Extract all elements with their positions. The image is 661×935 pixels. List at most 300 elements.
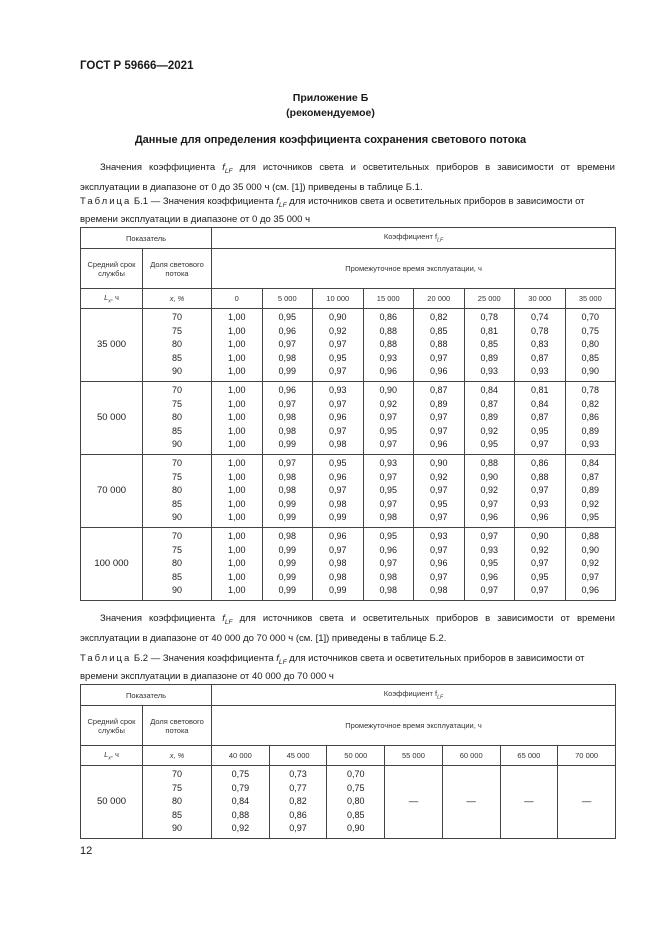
header-hours: 0	[212, 289, 263, 309]
flux-share-value: 85	[172, 571, 183, 582]
coefficient-value: 0,99	[278, 558, 297, 569]
flux-share-cell	[143, 381, 212, 454]
coefficient-value: 0,97	[430, 512, 448, 523]
header-hours: 45 000	[269, 746, 327, 766]
coefficient-cell	[262, 309, 313, 382]
coefficient-value: 1,00	[228, 498, 246, 509]
coefficient-cell	[464, 381, 515, 454]
coefficient-cell	[313, 454, 364, 527]
coefficient-value: 0,90	[430, 457, 448, 468]
header-hours: 20 000	[414, 289, 465, 309]
coefficient-value: 0,92	[581, 558, 600, 569]
coefficient-value: 0,75	[231, 769, 250, 779]
table-row	[81, 527, 616, 600]
coefficient-value: 0,84	[581, 457, 600, 468]
coefficient-cell	[515, 527, 566, 600]
coef-symbol: f	[222, 162, 225, 173]
caption-label: Таблица	[80, 653, 132, 664]
coefficient-value: 0,98	[329, 571, 347, 582]
header-row	[81, 228, 616, 249]
coefficient-value: 0,98	[278, 352, 297, 363]
coefficient-cell	[262, 454, 313, 527]
coefficient-value: 0,95	[379, 530, 398, 541]
coefficient-value: 0,93	[581, 439, 600, 450]
coefficient-value: 1,00	[228, 544, 246, 555]
coefficient-cell	[262, 381, 313, 454]
coefficient-value: 1,00	[228, 412, 246, 423]
coefficient-value: 0,93	[480, 544, 499, 555]
coefficient-value: 0,95	[531, 425, 549, 436]
coefficient-value: 0,96	[278, 325, 297, 336]
coefficient-value: 0,92	[480, 425, 499, 436]
coefficient-value: 0,75	[581, 325, 600, 336]
coefficient-cell	[212, 381, 263, 454]
header-indicator: Показатель	[81, 228, 212, 249]
paragraph-text: для источников света и осветительных приборов в зависимости от времени эксплуатации в диапазоне от 40 000 до 70 000 ч (см. [1]) приведены в таблице Б.2.	[80, 613, 615, 644]
coefficient-cell	[363, 309, 414, 382]
flux-share-cell	[143, 527, 212, 600]
coefficient-value: 0,97	[480, 585, 499, 596]
header-x-text: x, %	[169, 294, 185, 303]
header-flux-share: Доля светового потока	[143, 249, 212, 289]
paragraph-text: для источников света и осветительных приборов в зависимости от времени эксплуатации в диапазоне от 0 до 35 000 ч (см. [1]) приведены в таблице Б.1.	[80, 162, 615, 193]
coefficient-value: 0,95	[581, 512, 600, 523]
coefficient-value: 0,97	[430, 425, 448, 436]
service-life-cell: 50 000	[81, 381, 143, 454]
coefficient-value: 0,80	[581, 339, 600, 350]
header-coef-text: Коэффициент f	[383, 689, 438, 699]
coefficient-value: 0,88	[430, 339, 448, 350]
coefficient-value: 0,84	[531, 398, 549, 409]
header-hours: 30 000	[515, 289, 566, 309]
coefficient-value: 0,90	[531, 530, 549, 541]
header-coef-subscript: LF	[437, 237, 444, 244]
caption-text: для источников света и осветительных приборов в зависимости от времени эксплуатации в диапазоне от 40 000 до 70 000 ч	[80, 653, 585, 682]
coefficient-value: 0,93	[379, 457, 398, 468]
coefficient-value: 0,70	[347, 769, 365, 779]
header-hours: 60 000	[442, 746, 500, 766]
coefficient-cell-empty: —	[385, 766, 443, 839]
coefficient-value: 0,97	[430, 412, 448, 423]
coefficient-value: 0,97	[329, 425, 347, 436]
flux-share-value: 90	[172, 823, 183, 834]
header-lx-unit: , ч	[110, 292, 119, 302]
coefficient-cell	[464, 527, 515, 600]
service-life-cell: 35 000	[81, 309, 143, 382]
coefficient-value: 0,97	[278, 398, 297, 409]
coefficient-value: 0,96	[379, 366, 398, 377]
coefficient-value: 0,98	[430, 585, 448, 596]
coefficient-value: 0,98	[379, 571, 398, 582]
coefficient-value: 0,98	[329, 498, 347, 509]
flux-share-cell	[143, 766, 212, 839]
coefficient-value: 0,97	[379, 498, 398, 509]
header-row	[81, 685, 616, 706]
flux-share-value: 80	[172, 485, 183, 496]
header-hours: 65 000	[500, 746, 558, 766]
header-x-text: x, %	[169, 751, 185, 760]
coef-subscript: LF	[278, 201, 287, 209]
coefficient-value: 0,97	[329, 398, 347, 409]
header-service-life: Средний срок службы	[81, 706, 143, 746]
flux-share-value: 80	[172, 412, 183, 423]
coefficient-value: 0,99	[278, 498, 297, 509]
coefficient-value: 0,97	[278, 339, 297, 350]
flux-share-value: 80	[172, 339, 183, 350]
coefficient-cell	[363, 454, 414, 527]
header-coefficient	[212, 228, 616, 249]
coefficient-value: 0,88	[531, 471, 549, 482]
caption-text: для источников света и осветительных приборов в зависимости от времени эксплуатации в диапазоне от 0 до 35 000 ч	[80, 196, 585, 225]
coefficient-value: 0,86	[581, 412, 600, 423]
coefficient-value: 0,92	[329, 325, 347, 336]
coefficient-cell	[414, 454, 465, 527]
coefficient-value: 0,86	[379, 312, 398, 322]
coefficient-value: 0,82	[581, 398, 600, 409]
flux-share-cell	[143, 309, 212, 382]
coefficient-value: 0,95	[329, 352, 347, 363]
coefficient-cell	[212, 309, 263, 382]
coefficient-value: 0,97	[379, 471, 398, 482]
coefficient-value: 0,93	[379, 352, 398, 363]
header-lx-subscript: x	[108, 298, 111, 305]
coefficient-value: 0,98	[278, 412, 297, 423]
coefficient-value: 0,85	[430, 325, 448, 336]
coefficient-value: 0,88	[581, 530, 600, 541]
header-lx-unit: , ч	[110, 749, 119, 759]
coefficient-value: 0,96	[379, 544, 398, 555]
coefficient-value: 0,79	[231, 782, 250, 793]
coefficient-value: 0,90	[329, 312, 347, 322]
coefficient-value: 0,93	[430, 530, 448, 541]
coefficient-value: 0,96	[329, 412, 347, 423]
coefficient-cell	[212, 766, 270, 839]
coefficient-value: 0,97	[289, 823, 307, 834]
coefficient-value: 1,00	[228, 485, 246, 496]
coefficient-value: 0,82	[289, 796, 307, 807]
flux-share-value: 80	[172, 558, 183, 569]
coefficient-value: 0,88	[231, 809, 250, 820]
coefficient-value: 0,70	[581, 312, 600, 322]
coefficient-cell-empty: —	[558, 766, 616, 839]
coefficient-value: 0,89	[480, 412, 499, 423]
coefficient-value: 0,96	[480, 512, 499, 523]
coefficient-value: 0,95	[379, 425, 398, 436]
appendix-note: (рекомендуемое)	[286, 107, 375, 119]
coefficient-value: 0,97	[278, 457, 297, 468]
coefficient-value: 0,83	[531, 339, 549, 350]
service-life-cell: 50 000	[81, 766, 143, 839]
coefficient-cell	[363, 527, 414, 600]
header-service-life: Средний срок службы	[81, 249, 143, 289]
coefficient-value: 0,97	[379, 558, 398, 569]
coefficient-cell	[464, 309, 515, 382]
header-lx	[81, 289, 143, 309]
coefficient-value: 1,00	[228, 325, 246, 336]
appendix-title: Приложение Б	[292, 92, 369, 104]
coefficient-cell	[515, 381, 566, 454]
coefficient-value: 0,80	[347, 796, 365, 807]
coefficient-value: 0,82	[430, 312, 448, 322]
coefficient-value: 0,96	[581, 585, 600, 596]
flux-share-value: 75	[172, 782, 183, 793]
coefficient-value: 0,78	[581, 384, 600, 395]
coefficient-value: 0,78	[531, 325, 549, 336]
coefficient-value: 0,96	[430, 366, 448, 377]
coefficient-value: 1,00	[228, 352, 246, 363]
header-hours: 10 000	[313, 289, 364, 309]
coefficient-value: 1,00	[228, 457, 246, 468]
coefficient-value: 0,99	[278, 439, 297, 450]
coefficient-value: 1,00	[228, 366, 246, 377]
coefficient-cell	[212, 454, 263, 527]
coefficient-value: 0,90	[581, 366, 600, 377]
coefficient-value: 0,85	[347, 809, 365, 820]
coefficient-value: 0,90	[581, 544, 600, 555]
standard-code: ГОСТ Р 59666—2021	[80, 60, 194, 72]
header-row	[81, 289, 616, 309]
coefficient-value: 0,90	[480, 471, 499, 482]
header-hours: 40 000	[212, 746, 270, 766]
coefficient-value: 0,86	[531, 457, 549, 468]
coefficient-value: 0,74	[531, 312, 549, 322]
table-row	[81, 454, 616, 527]
coefficient-value: 0,99	[329, 512, 347, 523]
coefficient-value: 0,73	[289, 769, 307, 779]
coef-subscript: LF	[224, 618, 233, 626]
coefficient-value: 0,97	[329, 485, 347, 496]
coefficient-value: 0,99	[278, 571, 297, 582]
flux-share-value: 85	[172, 352, 183, 363]
flux-share-value: 70	[172, 530, 183, 541]
header-operating-time: Промежуточное время эксплуатации, ч	[212, 249, 616, 289]
coef-symbol: f	[276, 653, 279, 664]
coefficient-cell	[363, 381, 414, 454]
coefficient-value: 0,99	[278, 512, 297, 523]
coefficient-cell	[313, 381, 364, 454]
coefficient-value: 0,92	[231, 823, 250, 834]
coefficient-value: 0,92	[430, 471, 448, 482]
coefficient-value: 0,92	[480, 485, 499, 496]
coefficient-cell	[565, 454, 616, 527]
header-lx-symbol: L	[104, 292, 109, 302]
coefficient-value: 0,92	[379, 398, 398, 409]
coefficient-value: 1,00	[228, 439, 246, 450]
header-hours: 25 000	[464, 289, 515, 309]
flux-share-value: 90	[172, 439, 183, 450]
coefficient-value: 0,97	[379, 412, 398, 423]
coefficient-value: 1,00	[228, 471, 246, 482]
coefficient-value: 0,95	[480, 439, 499, 450]
section-title: Данные для определения коэффициента сохранения светового потока	[134, 134, 527, 146]
flux-share-value: 75	[172, 398, 183, 409]
coef-symbol: f	[222, 613, 225, 624]
coefficient-value: 0,90	[379, 384, 398, 395]
header-operating-time: Промежуточное время эксплуатации, ч	[212, 706, 616, 746]
coefficient-value: 0,97	[329, 339, 347, 350]
coefficient-cell	[414, 527, 465, 600]
table-row	[81, 766, 616, 839]
coefficient-cell	[313, 309, 364, 382]
coefficient-value: 0,92	[531, 544, 549, 555]
page-number: 12	[80, 845, 93, 857]
coefficient-value: 0,97	[430, 571, 448, 582]
paragraph-2	[80, 611, 615, 647]
coef-symbol: f	[276, 196, 279, 207]
coefficient-value: 0,81	[531, 384, 549, 395]
coefficient-value: 0,97	[531, 585, 549, 596]
coefficient-value: 0,87	[531, 412, 549, 423]
header-hours: 15 000	[363, 289, 414, 309]
coefficient-value: 0,95	[278, 312, 297, 322]
flux-share-value: 70	[172, 769, 183, 779]
flux-share-value: 70	[172, 457, 183, 468]
flux-share-value: 70	[172, 312, 183, 322]
flux-share-value: 90	[172, 585, 183, 596]
coefficient-value: 0,99	[329, 585, 347, 596]
table-2-caption	[80, 652, 615, 684]
flux-share-value: 70	[172, 384, 183, 395]
header-row	[81, 746, 616, 766]
coefficient-cell	[565, 309, 616, 382]
coefficient-value: 0,85	[581, 352, 600, 363]
coefficient-value: 1,00	[228, 530, 246, 541]
coefficient-value: 0,99	[278, 544, 297, 555]
coefficient-value: 0,96	[430, 439, 448, 450]
coefficient-value: 0,86	[289, 809, 307, 820]
header-x	[143, 289, 212, 309]
coefficient-cell	[464, 454, 515, 527]
coefficient-value: 1,00	[228, 512, 246, 523]
coefficient-cell	[414, 381, 465, 454]
service-life-cell: 100 000	[81, 527, 143, 600]
coefficient-value: 0,88	[379, 325, 398, 336]
header-hours: 35 000	[565, 289, 616, 309]
coefficient-value: 0,95	[531, 571, 549, 582]
header-coef-subscript: LF	[437, 694, 444, 701]
paragraph-1	[80, 160, 615, 196]
coefficient-value: 0,95	[430, 498, 448, 509]
header-coefficient	[212, 685, 616, 706]
flux-share-value: 90	[172, 512, 183, 523]
coefficient-value: 0,88	[379, 339, 398, 350]
header-indicator: Показатель	[81, 685, 212, 706]
caption-label: Таблица	[80, 196, 132, 207]
paragraph-text: Значения коэффициента	[100, 162, 223, 173]
coefficient-value: 0,87	[581, 471, 600, 482]
coefficient-value: 0,87	[480, 398, 499, 409]
coefficient-value: 0,98	[329, 558, 347, 569]
flux-share-value: 90	[172, 366, 183, 377]
coefficient-cell	[327, 766, 385, 839]
coefficient-cell	[269, 766, 327, 839]
coefficient-value: 0,99	[278, 366, 297, 377]
coefficient-cell	[414, 309, 465, 382]
coefficient-value: 0,95	[329, 457, 347, 468]
table-1	[80, 227, 616, 601]
flux-share-value: 75	[172, 544, 183, 555]
header-hours: 55 000	[385, 746, 443, 766]
coefficient-cell	[565, 381, 616, 454]
coefficient-value: 0,96	[329, 530, 347, 541]
coefficient-value: 0,97	[379, 439, 398, 450]
caption-text: — Значения коэффициента	[148, 196, 277, 207]
coefficient-value: 0,93	[329, 384, 347, 395]
coefficient-value: 0,98	[278, 530, 297, 541]
coefficient-value: 1,00	[228, 312, 246, 322]
table-row	[81, 309, 616, 382]
flux-share-value: 80	[172, 796, 183, 807]
coefficient-value: 1,00	[228, 571, 246, 582]
coefficient-value: 0,78	[480, 312, 499, 322]
caption-text: — Значения коэффициента	[148, 653, 277, 664]
coefficient-value: 0,96	[531, 512, 549, 523]
header-row	[81, 249, 616, 289]
coefficient-value: 0,95	[379, 485, 398, 496]
coefficient-value: 1,00	[228, 398, 246, 409]
coefficient-value: 0,89	[581, 485, 600, 496]
coefficient-value: 0,99	[278, 585, 297, 596]
coefficient-value: 0,97	[329, 544, 347, 555]
flux-share-value: 75	[172, 325, 183, 336]
coefficient-value: 1,00	[228, 384, 246, 395]
coefficient-value: 0,97	[531, 558, 549, 569]
header-hours: 50 000	[327, 746, 385, 766]
header-lx	[81, 746, 143, 766]
coefficient-cell	[262, 527, 313, 600]
coefficient-value: 0,87	[430, 384, 448, 395]
coefficient-value: 0,97	[329, 366, 347, 377]
caption-number: Б.1	[133, 196, 149, 207]
coefficient-value: 0,97	[430, 485, 448, 496]
flux-share-value: 85	[172, 498, 183, 509]
header-coef-text: Коэффициент f	[383, 232, 438, 242]
coefficient-value: 0,90	[347, 823, 365, 834]
coefficient-value: 0,98	[329, 439, 347, 450]
coefficient-value: 1,00	[228, 558, 246, 569]
flux-share-value: 85	[172, 809, 183, 820]
coefficient-cell	[565, 527, 616, 600]
coefficient-value: 0,97	[581, 571, 600, 582]
coefficient-value: 0,97	[430, 352, 448, 363]
coefficient-value: 0,98	[278, 425, 297, 436]
table-row	[81, 381, 616, 454]
header-hours: 5 000	[262, 289, 313, 309]
coefficient-value: 0,87	[531, 352, 549, 363]
flux-share-cell	[143, 454, 212, 527]
coefficient-value: 0,93	[531, 498, 549, 509]
header-x	[143, 746, 212, 766]
flux-share-value: 75	[172, 471, 183, 482]
table-1-caption	[80, 195, 615, 227]
coefficient-value: 1,00	[228, 585, 246, 596]
flux-share-value: 85	[172, 425, 183, 436]
caption-number: Б.2	[133, 653, 149, 664]
header-hours: 70 000	[558, 746, 616, 766]
coefficient-value: 0,89	[430, 398, 448, 409]
coefficient-value: 0,77	[289, 782, 307, 793]
header-flux-share: Доля светового потока	[143, 706, 212, 746]
coefficient-value: 0,89	[581, 425, 600, 436]
coefficient-value: 0,84	[231, 796, 250, 807]
coefficient-value: 0,97	[430, 544, 448, 555]
table-2	[80, 684, 616, 839]
service-life-cell: 70 000	[81, 454, 143, 527]
coefficient-value: 0,98	[379, 585, 398, 596]
header-lx-subscript: x	[108, 755, 111, 762]
coefficient-value: 0,89	[480, 352, 499, 363]
coefficient-value: 0,88	[480, 457, 499, 468]
